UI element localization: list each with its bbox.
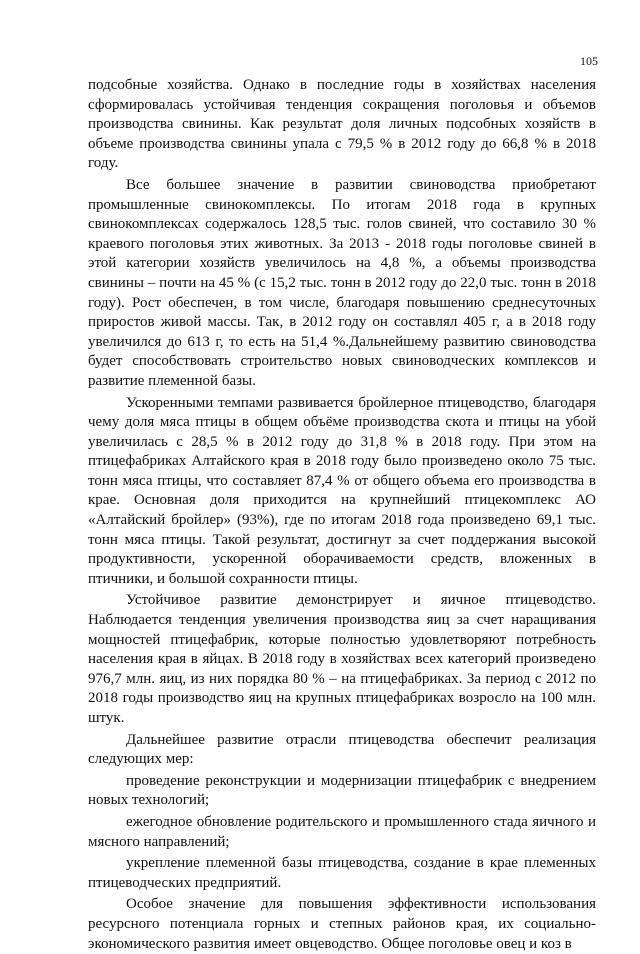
measure-item-herd-renewal: ежегодное обновление родительского и промышленного стада яичного и мясного направлений;	[88, 813, 596, 850]
measure-item-modernization: проведение реконструкции и модернизации птицефабрик с внедрением новых технологий;	[88, 772, 596, 809]
paragraph-sheep-breeding: Особое значение для повышения эффективности использования ресурсного потенциала горных и степных районов края, их социально-экономического развития имеет овцеводство. Общее поголовье овец и коз в	[88, 896, 596, 952]
measure-item-breeding-base: укрепление племенной базы птицеводства, создание в крае племенных птицеводческих предприятий.	[88, 855, 596, 891]
paragraph-egg-poultry: Устойчивое развитие демонстрирует и яичное птицеводство. Наблюдается тенденция увеличения производства яиц за счет наращивания мощностей птицефабрик, которые полностью удовлетворяют потребность населения края в яйцах. В 2018 году в хозяйствах всех категорий произведено 976,7 млн. яиц, из них порядка 80 % – на птицефабриках. За период с 2012 по 2018 годы производство яиц на крупных птицефабриках возросло на 100 млн. штук.	[88, 592, 596, 726]
paragraph-broiler-poultry: Ускоренными темпами развивается бройлерное птицеводство, благодаря чему доля мяса птицы в общем объёме производства скота и птицы на убой увеличилась с 28,5 % в 2012 году до 31,8 % в 2018 году. При этом на птицефабриках Алтайского края в 2018 году было произведено около 75 тыс. тонн мяса птицы, что составляет 87,4 % от общего объема его производства в крае. Основная доля приходится на крупнейший птицекомплекс АО «Алтайский бройлер» (93%), где по итогам 2018 года произведено 69,1 тыс. тонн мяса птицы. Такой результат, достигнут за счет поддержания высокой продуктивности, ускоренной оборачиваемости средств, вложенных в птичники, и большой сохранности птицы.	[88, 394, 596, 587]
page-number: 105	[580, 54, 598, 68]
paragraph-measures-intro: Дальнейшее развитие отрасли птицеводства обеспечит реализация следующих мер:	[88, 731, 596, 768]
document-body	[88, 76, 596, 954]
paragraph-private-farms: подсобные хозяйства. Однако в последние годы в хозяйствах населения сформировалась устойчивая тенденция сокращения поголовья и объемов производства свинины. Как результат доля личных подсобных хозяйств в объеме производства свинины упала с 79,5 % в 2012 году до 66,8 % в 2018 году.	[88, 77, 596, 172]
paragraph-pig-complexes: Все большее значение в развитии свиноводства приобретают промышленные свинокомплексы. По итогам 2018 года в крупных свинокомплексах содержалось 128,5 тыс. голов свиней, что составило 30 % краевого поголовья этих животных. За 2013 - 2018 годы поголовье свиней в этой категории хозяйств увеличилось на 4,8 %, а объемы производства свинины – почти на 45 % (с 15,2 тыс. тонн в 2012 году до 22,0 тыс. тонн в 2018 году). Рост обеспечен, в том числе, благодаря повышению среднесуточных приростов живой массы. Так, в 2012 году он составлял 405 г, а в 2018 году увеличился до 613 г, то есть на 51,4 %.Дальнейшему развитию свиноводства будет способствовать строительство новых свиноводческих комплексов и развитие племенной базы.	[88, 176, 596, 389]
